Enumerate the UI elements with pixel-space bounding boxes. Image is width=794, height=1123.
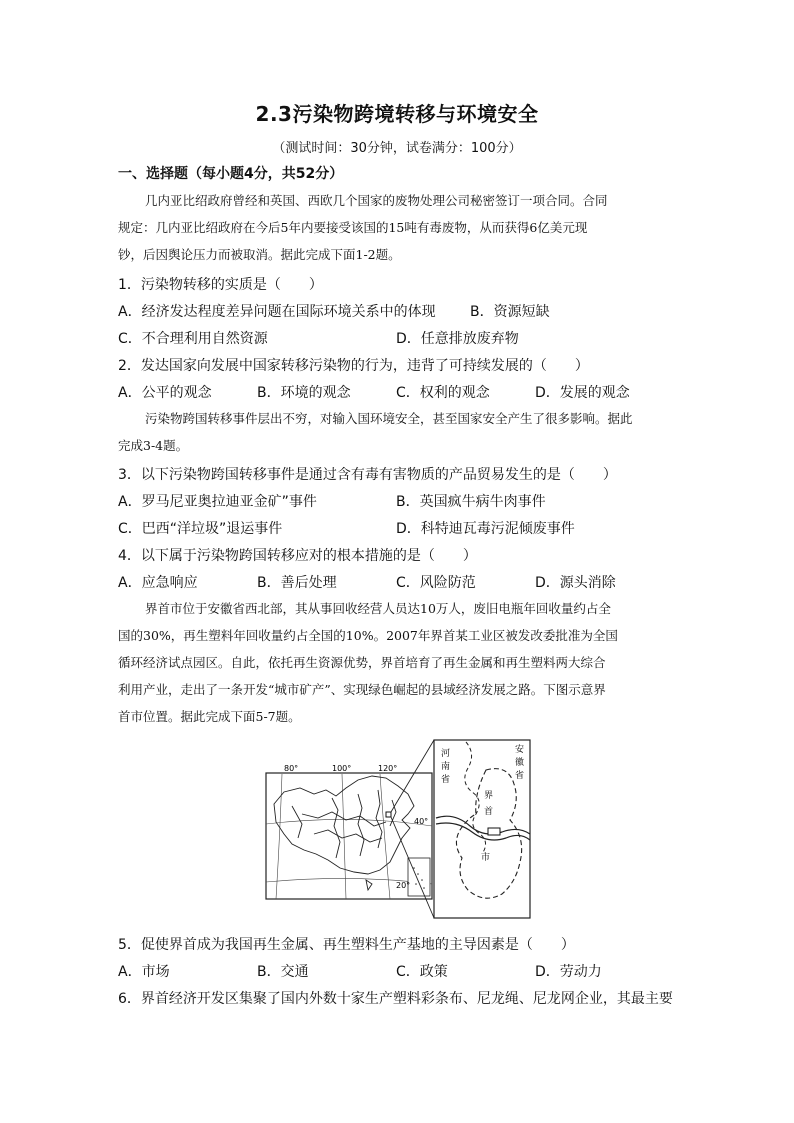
question-4-option-a[interactable]: A．应急响应: [118, 575, 198, 591]
question-2-option-a[interactable]: A．公平的观念: [118, 385, 212, 401]
question-5-option-a[interactable]: A．市场: [118, 964, 170, 980]
question-1-option-b[interactable]: B．资源短缺: [470, 304, 550, 320]
question-2-option-b[interactable]: B．环境的观念: [257, 385, 351, 401]
question-5-option-d[interactable]: D．劳动力: [535, 964, 602, 980]
jieshou-marker: [386, 812, 391, 817]
passage-3-line-4: 利用产业，走出了一条开发“城市矿产”、实现绿色崛起的县域经济发展之路。下图示意界: [118, 682, 606, 697]
label-city-2: 首: [484, 807, 494, 817]
question-2-option-d[interactable]: D．发展的观念: [535, 385, 630, 401]
lat-label-20: 20°: [396, 881, 411, 890]
lon-label-80: 80°: [284, 764, 299, 773]
page-title: 2.3污染物跨境转移与环境安全: [255, 102, 539, 126]
question-3-stem: 3．以下污染物跨国转移事件是通过含有毒有害物质的产品贸易发生的是（ ）: [118, 467, 617, 483]
label-city-3: 市: [481, 853, 491, 863]
label-henan-1: 河: [441, 749, 451, 759]
passage-3-line-5: 首市位置。据此完成下面5-7题。: [118, 709, 301, 724]
passage-1-line-1: 几内亚比绍政府曾经和英国、西欧几个国家的废物处理公司秘密签订一项合同。合同: [145, 193, 608, 208]
jieshou-location-map: [262, 734, 534, 926]
question-1-stem: 1．污染物转移的实质是（ ）: [118, 277, 323, 293]
label-henan-2: 南: [441, 762, 451, 772]
page-subtitle: （测试时间：30分钟，试卷满分：100分）: [272, 141, 522, 156]
lon-label-120: 120°: [378, 764, 398, 773]
question-5-stem: 5．促使界首成为我国再生金属、再生塑料生产基地的主导因素是（ ）: [118, 937, 575, 953]
passage-3-line-2: 国的30%，再生塑料年回收量约占全国的10%。2007年界首某工业区被发改委批准为全国: [118, 628, 618, 643]
passage-1-line-3: 钞，后因舆论压力而被取消。据此完成下面1-2题。: [118, 247, 401, 262]
question-1-option-c[interactable]: C．不合理利用自然资源: [118, 331, 268, 347]
label-henan-3: 省: [441, 775, 451, 785]
question-2-option-c[interactable]: C．权利的观念: [396, 385, 490, 401]
question-6-stem: 6．界首经济开发区集聚了国内外数十家生产塑料彩条布、尼龙绳、尼龙网企业，其最主要: [118, 991, 673, 1007]
question-1-option-d[interactable]: D．任意排放废弃物: [396, 331, 519, 347]
question-5-option-c[interactable]: C．政策: [396, 964, 448, 980]
jieshou-city-box: [488, 828, 500, 835]
question-3-option-a[interactable]: A．罗马尼亚奥拉迪亚金矿”事件: [118, 494, 317, 510]
question-3-option-d[interactable]: D．科特迪瓦毒污泥倾废事件: [396, 521, 575, 537]
question-1-option-a[interactable]: A．经济发达程度差异问题在国际环境关系中的体现: [118, 304, 436, 320]
section-heading: 一、选择题（每小题4分，共52分）: [118, 166, 344, 182]
passage-3-line-3: 循环经济试点园区。自此，依托再生资源优势，界首培育了再生金属和再生塑料两大综合: [118, 655, 606, 670]
question-2-stem: 2．发达国家向发展中国家转移污染物的行为，违背了可持续发展的（ ）: [118, 358, 589, 374]
question-4-option-c[interactable]: C．风险防范: [396, 575, 476, 591]
question-4-option-d[interactable]: D．源头消除: [535, 575, 616, 591]
passage-3-line-1: 界首市位于安徽省西北部，其从事回收经营人员达10万人，废旧电瓶年回收量约占全: [145, 601, 611, 616]
passage-2-line-2: 完成3-4题。: [118, 438, 189, 453]
label-city-1: 界: [484, 791, 494, 801]
question-3-option-c[interactable]: C．巴西“洋垃圾”退运事件: [118, 521, 283, 537]
passage-2-line-1: 污染物跨国转移事件层出不穷，对输入国环境安全，甚至国家安全产生了很多影响。据此: [145, 411, 633, 426]
question-5-option-b[interactable]: B．交通: [257, 964, 309, 980]
label-anhui-2: 徽: [515, 758, 525, 768]
question-3-option-b[interactable]: B．英国疯牛病牛肉事件: [396, 494, 546, 510]
label-anhui-3: 省: [515, 771, 525, 781]
label-anhui-1: 安: [515, 745, 525, 755]
question-4-option-b[interactable]: B．善后处理: [257, 575, 337, 591]
lon-label-100: 100°: [332, 764, 352, 773]
lat-label-40: 40°: [414, 817, 429, 826]
question-4-stem: 4．以下属于污染物跨国转移应对的根本措施的是（ ）: [118, 548, 477, 564]
passage-1-line-2: 规定：几内亚比绍政府在今后5年内要接受该国的15吨有毒废物，从而获得6亿美元现: [118, 220, 588, 235]
